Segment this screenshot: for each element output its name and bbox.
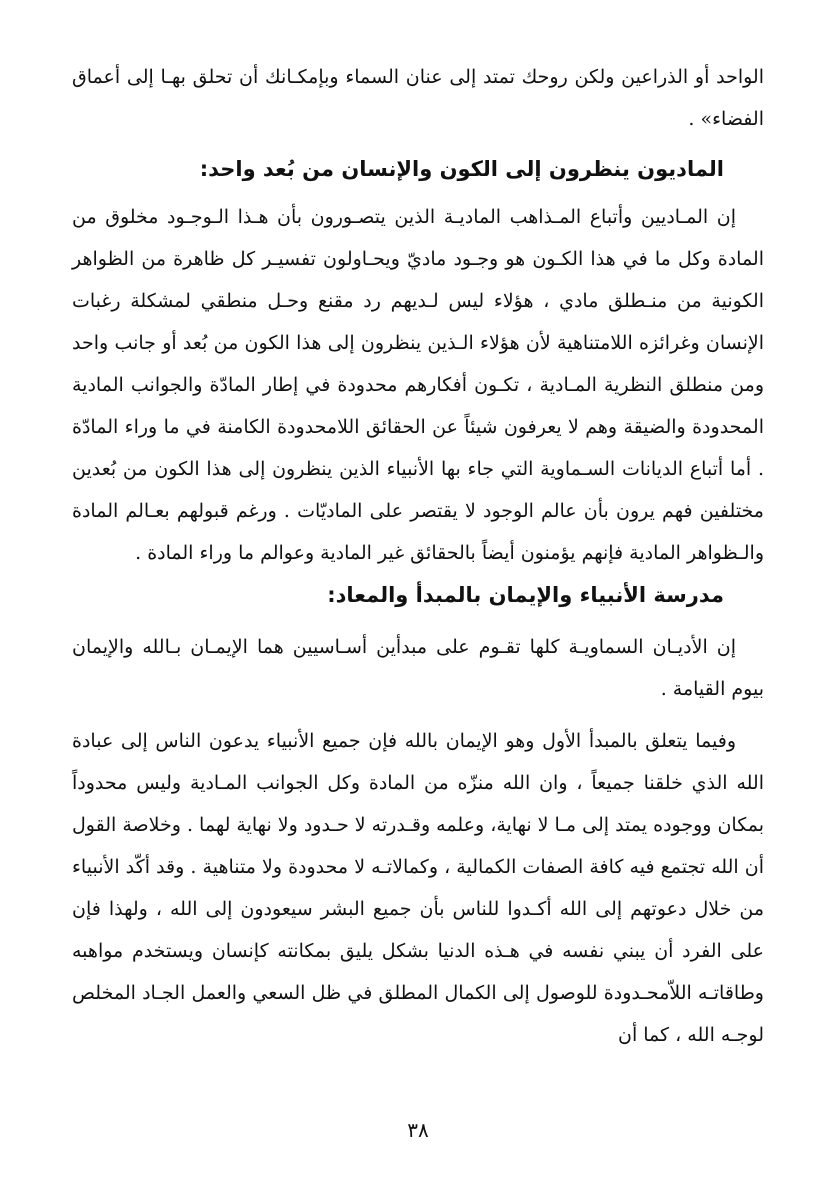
paragraph-continued: الواحد أو الذراعين ولكن روحك تمتد إلى عنان السماء وبإمكـانك أن تحلق بهـا إلى أعماق الفضاء» . [72,66,764,130]
page-body [72,56,764,1056]
paragraph-first-principle: وفيما يتعلق بالمبدأ الأول وهو الإيمان بالله فإن جميع الأنبياء يدعون الناس إلى عبادة الله الذي خلقنا جميعاً ، وان الله منزّه من المادة وكل الجوانب المـادية وليس محدوداً بمكان ووجوده يمتد إلى مـا لا نهاية، وعلمه وقـدرته لا حـدود ولا نهاية لهما . وخلاصة القول أن الله تجتمع فيه كافة الصفات الكمالية ، وكمالاتـه لا محدودة ولا متناهية . وقد أكّد الأنبياء من خلال دعوتهم إلى الله أكـدوا للناس بأن جميع البشر سيعودون إلى الله ، ولهذا فإن على الفرد أن يبني نفسه في هـذه الدنيا بشكل يليق بمكانته كإنسان ويستخدم مواهبه وطاقاتـه اللاّمحـدودة للوصول إلى الكمال المطلق في ظل السعي والعمل الجـاد المخلص لوجـه الله ، كما أن [72,730,764,1046]
section-heading-materialists: الماديون ينظرون إلى الكون والإنسان من بُعد واحد: [199,157,724,181]
section-heading-prophets: مدرسة الأنبياء والإيمان بالمبدأ والمعاد: [327,583,724,607]
page-number: ٣٨ [407,1118,429,1142]
paragraph-materialists: إن المـاديين وأتباع المـذاهب الماديـة الذين يتصـورون بأن هـذا الـوجـود مخلوق من المادة وكل ما في هذا الكـون هو وجـود ماديّ ويحـاولون تفسيـر كل ظاهرة من الظواهر الكونية من منـطلق مادي ، هؤلاء ليس لـديهم رد مقنع وحـل منطقي لمشكلة رغبات الإنسان وغرائزه اللامتناهية لأن هؤلاء الـذين ينظرون إلى هذا الكون من بُعد أو جانب واحد ومن منطلق النظرية المـادية ، تكـون أفكارهم محدودة في إطار المادّة والجوانب المادية المحدودة والضيقة وهم لا يعرفون شيئاً عن الحقائق اللامحدودة الكامنة في ما وراء المادّة . أما أتباع الديانات السـماوية التي جاء بها الأنبياء الذين ينظرون إلى هذا الكون من بُعدين مختلفين فهم يرون بأن عالم الوجود لا يقتصر على الماديّات . ورغم قبولهم بعـالم المادة والـظواهر المادية فإنهم يؤمنون أيضاً بالحقائق غير المادية وعوالم ما وراء المادة . [72,206,764,564]
paragraph-two-principles: إن الأديـان السماويـة كلها تقـوم على مبدأين أسـاسيين هما الإيمـان بـالله والإيمان بيوم القيامة . [72,636,764,700]
